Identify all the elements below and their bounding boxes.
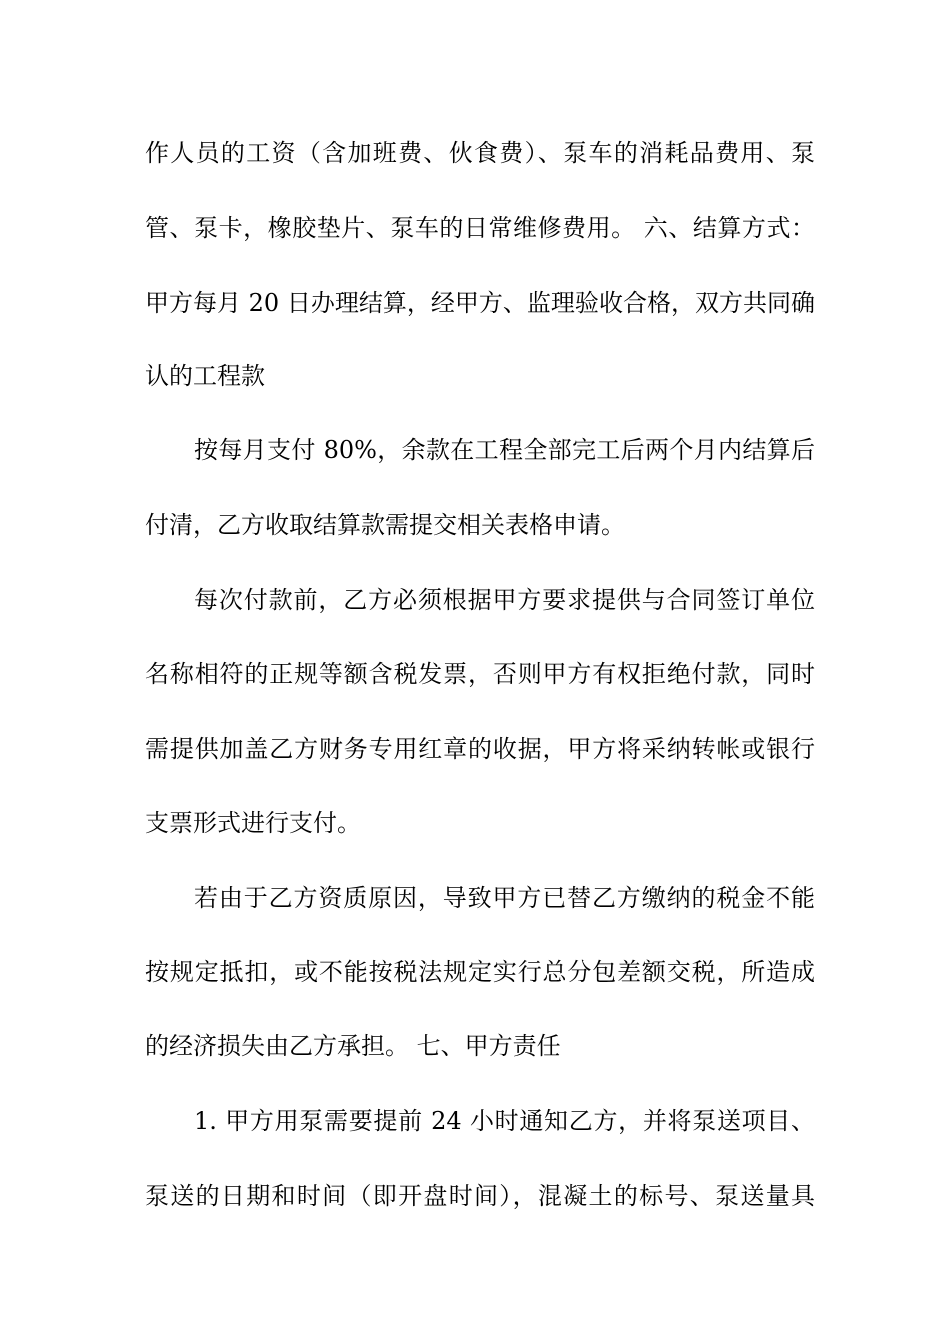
text-line-9: 需提供加盖乙方财务专用红章的收据，甲方将采纳转帐或银行 bbox=[145, 735, 815, 763]
text-line-5: 按每月支付 80%，余款在工程全部完工后两个月内结算后 bbox=[194, 436, 815, 464]
text-line-14: 1. 甲方用泵需要提前 24 小时通知乙方，并将泵送项目、 bbox=[194, 1107, 815, 1135]
text-line-13: 的经济损失由乙方承担。 七、甲方责任 bbox=[145, 1032, 561, 1060]
text-line-15: 泵送的日期和时间（即开盘时间），混凝土的标号、泵送量具 bbox=[145, 1182, 815, 1210]
text-line-6: 付清，乙方收取结算款需提交相关表格申请。 bbox=[145, 511, 625, 539]
text-line-11: 若由于乙方资质原因，导致甲方已替乙方缴纳的税金不能 bbox=[194, 884, 815, 912]
text-line-8: 名称相符的正规等额含税发票，否则甲方有权拒绝付款，同时 bbox=[145, 660, 815, 688]
text-line-3: 甲方每月 20 日办理结算，经甲方、监理验收合格，双方共同确 bbox=[145, 289, 815, 317]
text-line-1: 作人员的工资（含加班费、伙食费）、泵车的消耗品费用、泵 bbox=[145, 139, 815, 167]
text-line-2: 管、泵卡，橡胶垫片、泵车的日常维修费用。 六、结算方式： bbox=[145, 214, 815, 242]
text-line-10: 支票形式进行支付。 bbox=[145, 809, 361, 837]
text-line-4: 认的工程款 bbox=[145, 362, 265, 390]
text-line-7: 每次付款前，乙方必须根据甲方要求提供与合同签订单位 bbox=[194, 586, 815, 614]
text-line-12: 按规定抵扣，或不能按税法规定实行总分包差额交税，所造成 bbox=[145, 958, 815, 986]
